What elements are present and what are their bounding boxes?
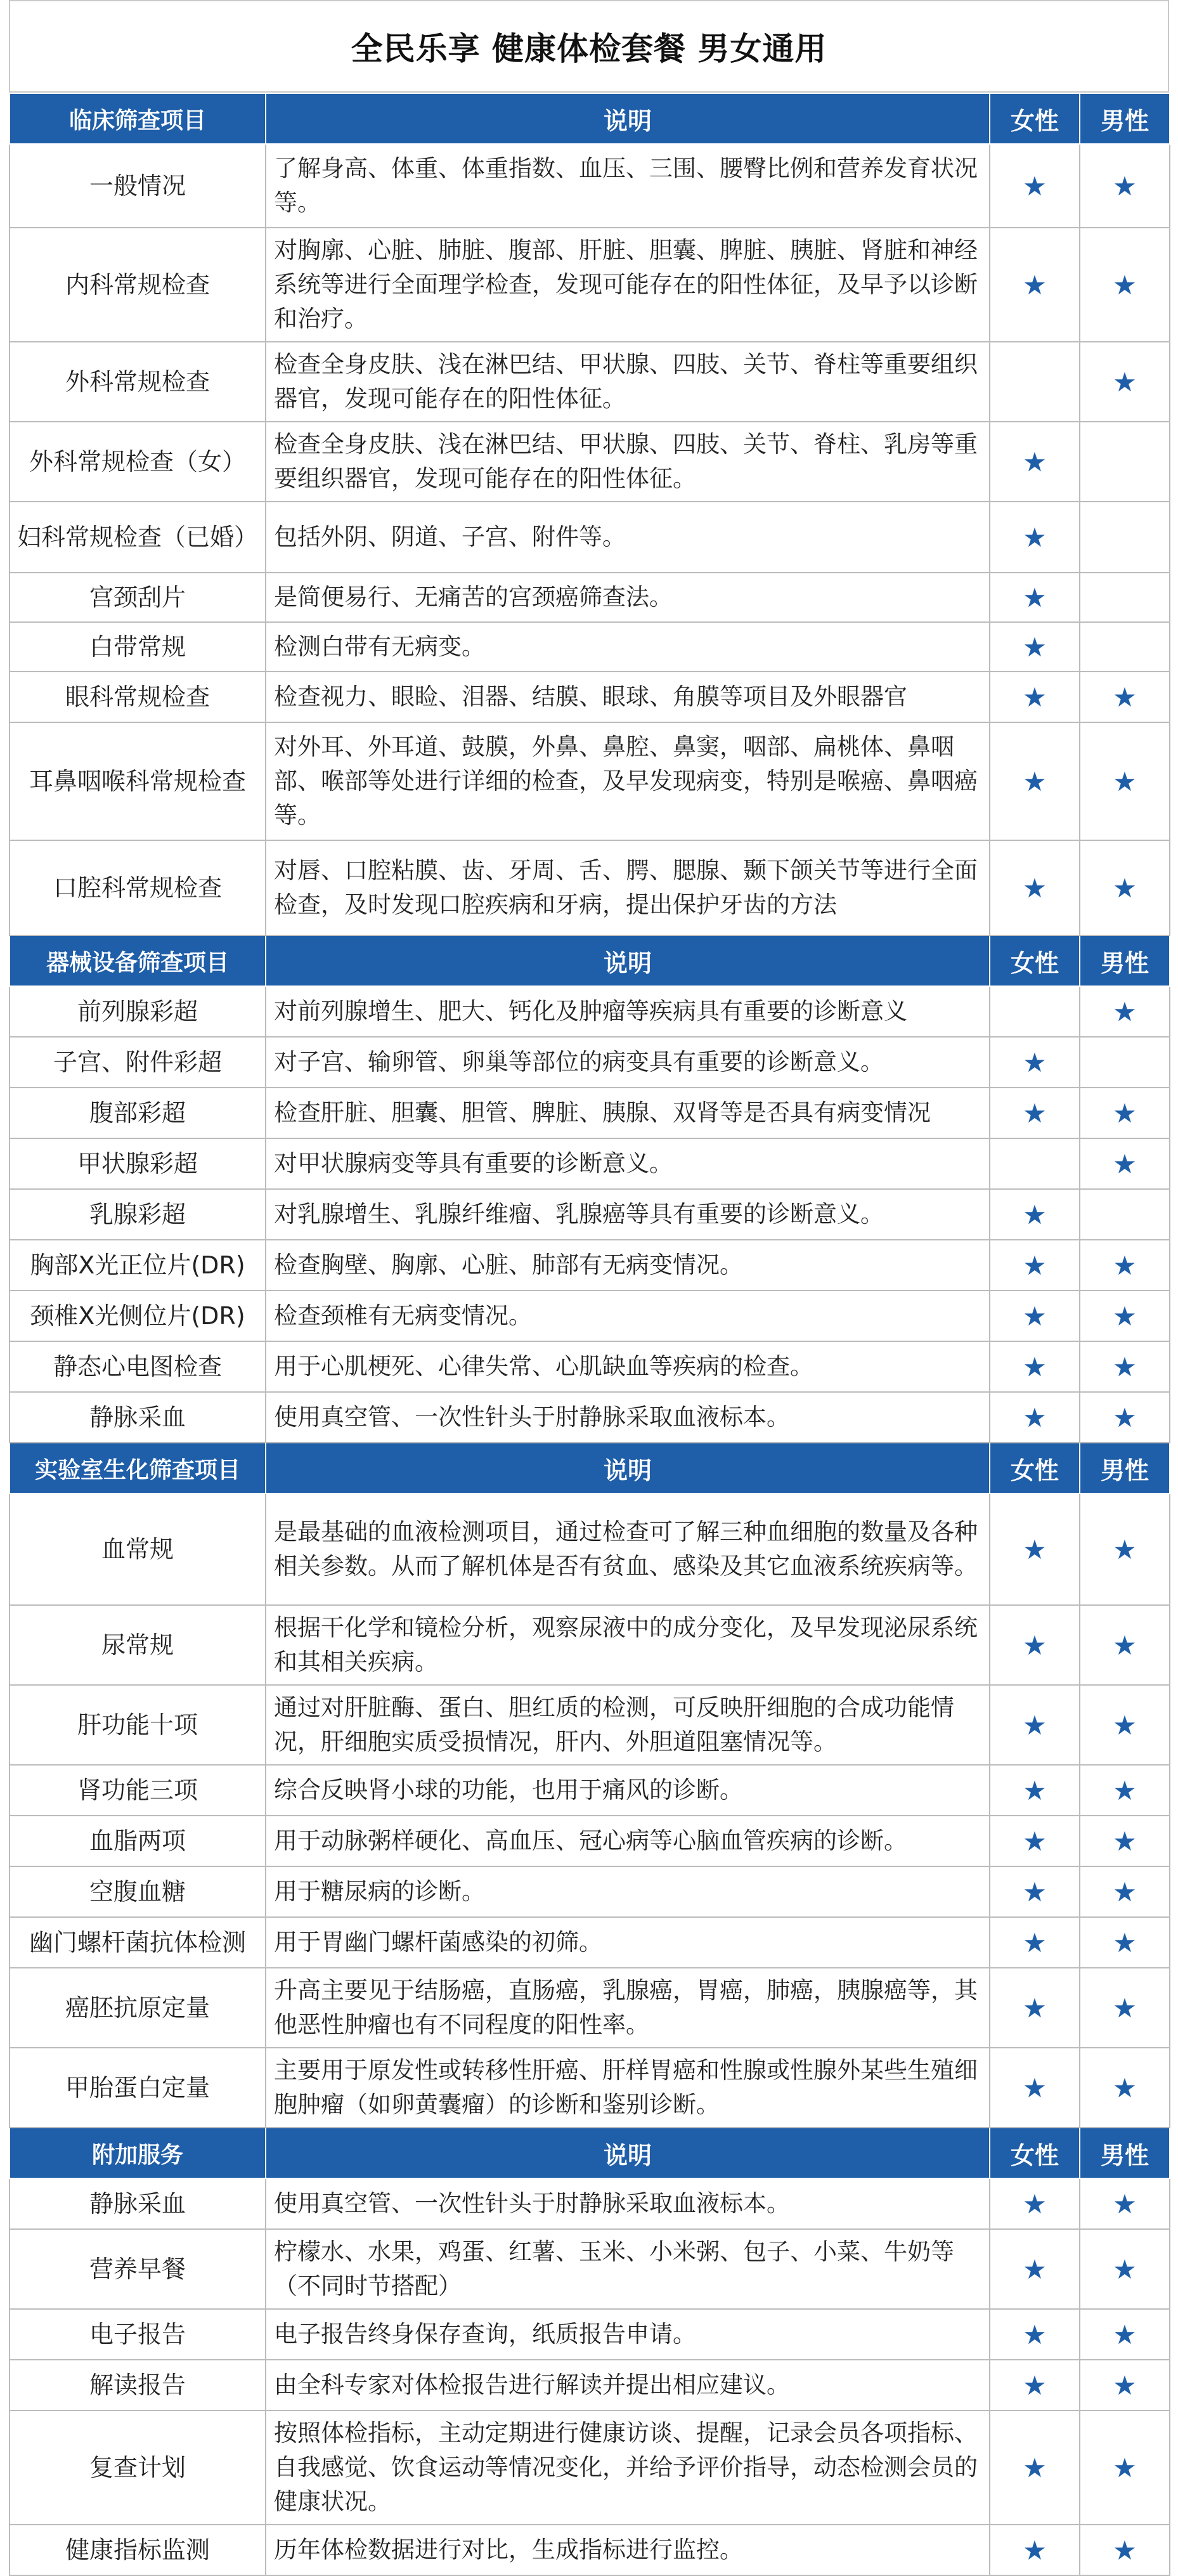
male-cell [1080, 1138, 1170, 1189]
item-description: 用于动脉粥样硬化、高血压、冠心病等心脑血管疾病的诊断。 [266, 1816, 990, 1866]
star-icon: ★ [1023, 2452, 1047, 2483]
star-icon: ★ [1023, 1533, 1047, 1565]
item-name: 静脉采血 [10, 2178, 266, 2229]
item-description: 检查胸壁、胸廓、心脏、肺部有无病变情况。 [266, 1240, 990, 1291]
item-name: 腹部彩超 [10, 1088, 266, 1138]
item-description: 检查视力、眼睑、泪器、结膜、眼球、角膜等项目及外眼器官 [266, 672, 990, 722]
female-cell [990, 986, 1080, 1037]
table-row [10, 342, 1170, 422]
star-icon: ★ [1023, 446, 1047, 478]
male-cell [1080, 342, 1170, 422]
female-cell [990, 1917, 1080, 1968]
star-icon: ★ [1113, 170, 1137, 202]
male-cell [1080, 2525, 1170, 2575]
star-icon: ★ [1023, 170, 1047, 202]
item-name: 妇科常规检查（已婚） [10, 502, 266, 573]
table-row [10, 1968, 1170, 2048]
female-cell [990, 622, 1080, 672]
female-cell [990, 1765, 1080, 1816]
table-row [10, 2525, 1170, 2575]
star-icon: ★ [1023, 1629, 1047, 1661]
star-icon: ★ [1023, 2534, 1047, 2566]
male-cell [1080, 573, 1170, 622]
male-cell [1080, 986, 1170, 1037]
item-description: 对唇、口腔粘膜、齿、牙周、舌、腭、腮腺、颞下颌关节等进行全面检查，及时发现口腔疾病和牙病，提出保护牙齿的方法 [266, 840, 990, 935]
item-name: 静态心电图检查 [10, 1341, 266, 1392]
star-icon: ★ [1113, 1249, 1137, 1281]
item-name: 幽门螺杆菌抗体检测 [10, 1917, 266, 1968]
star-icon: ★ [1113, 1351, 1137, 1382]
male-header: 男性 [1080, 1443, 1170, 1493]
male-cell [1080, 722, 1170, 840]
star-icon: ★ [1023, 1825, 1047, 1857]
male-cell [1080, 502, 1170, 573]
item-description: 对胸廓、心脏、肺脏、腹部、肝脏、胆囊、脾脏、胰脏、肾脏和神经系统等进行全面理学检查，发现可能存在的阳性体征，及早予以诊断和治疗。 [266, 228, 990, 342]
female-header: 女性 [990, 2128, 1080, 2178]
star-icon: ★ [1023, 2253, 1047, 2285]
item-name: 血常规 [10, 1493, 266, 1605]
star-icon: ★ [1113, 681, 1137, 713]
table-row [10, 1291, 1170, 1341]
star-icon: ★ [1023, 1300, 1047, 1332]
table-row [10, 1866, 1170, 1917]
item-description: 用于胃幽门螺杆菌感染的初筛。 [266, 1917, 990, 1968]
item-description: 检查全身皮肤、浅在淋巴结、甲状腺、四肢、关节、脊柱等重要组织器官，发现可能存在的阳性体征。 [266, 342, 990, 422]
star-icon: ★ [1023, 1992, 1047, 2024]
star-icon: ★ [1023, 1927, 1047, 1958]
female-header: 女性 [990, 1443, 1080, 1493]
male-cell [1080, 1493, 1170, 1605]
female-cell [990, 840, 1080, 935]
male-cell [1080, 840, 1170, 935]
star-icon: ★ [1023, 2369, 1047, 2401]
star-icon: ★ [1113, 1533, 1137, 1565]
table-row [10, 1605, 1170, 1685]
female-cell [990, 2229, 1080, 2309]
item-name: 耳鼻咽喉科常规检查 [10, 722, 266, 840]
male-cell [1080, 1341, 1170, 1392]
desc-header: 说明 [266, 2128, 990, 2178]
female-cell [990, 1037, 1080, 1088]
table-row [10, 2229, 1170, 2309]
male-cell [1080, 144, 1170, 228]
item-name: 乳腺彩超 [10, 1189, 266, 1240]
star-icon: ★ [1113, 1876, 1137, 1908]
table-row [10, 502, 1170, 573]
star-icon: ★ [1113, 765, 1137, 797]
item-description: 检查肝脏、胆囊、胆管、脾脏、胰腺、双肾等是否具有病变情况 [266, 1088, 990, 1138]
item-description: 对前列腺增生、肥大、钙化及肿瘤等疾病具有重要的诊断意义 [266, 986, 990, 1037]
item-description: 由全科专家对体检报告进行解读并提出相应建议。 [266, 2360, 990, 2410]
item-description: 检查全身皮肤、浅在淋巴结、甲状腺、四肢、关节、脊柱、乳房等重要组织器官，发现可能存在的阳性体征。 [266, 422, 990, 502]
item-name: 癌胚抗原定量 [10, 1968, 266, 2048]
male-cell [1080, 1866, 1170, 1917]
female-cell [990, 722, 1080, 840]
table-row [10, 1493, 1170, 1605]
female-cell [990, 2410, 1080, 2525]
female-cell [990, 1392, 1080, 1443]
item-description: 综合反映肾小球的功能，也用于痛风的诊断。 [266, 1765, 990, 1816]
male-header: 男性 [1080, 93, 1170, 144]
female-cell [990, 502, 1080, 573]
star-icon: ★ [1023, 1046, 1047, 1078]
section-header [10, 2128, 1170, 2178]
item-name: 一般情况 [10, 144, 266, 228]
male-cell [1080, 2048, 1170, 2128]
male-cell [1080, 2360, 1170, 2410]
item-description: 用于心肌梗死、心律失常、心肌缺血等疾病的检查。 [266, 1341, 990, 1392]
female-cell [990, 1866, 1080, 1917]
male-header: 男性 [1080, 2128, 1170, 2178]
star-icon: ★ [1023, 1097, 1047, 1129]
star-icon: ★ [1113, 1148, 1137, 1180]
item-description: 柠檬水、水果，鸡蛋、红薯、玉米、小米粥、包子、小菜、牛奶等（不同时节搭配） [266, 2229, 990, 2309]
item-name: 口腔科常规检查 [10, 840, 266, 935]
desc-header: 说明 [266, 93, 990, 144]
section-title: 临床筛查项目 [10, 93, 266, 144]
item-name: 前列腺彩超 [10, 986, 266, 1037]
item-name: 肾功能三项 [10, 1765, 266, 1816]
desc-header: 说明 [266, 935, 990, 986]
female-cell [990, 672, 1080, 722]
item-description: 对甲状腺病变等具有重要的诊断意义。 [266, 1138, 990, 1189]
item-name: 胸部X光正位片(DR) [10, 1240, 266, 1291]
female-cell [990, 1685, 1080, 1765]
male-cell [1080, 422, 1170, 502]
star-icon: ★ [1113, 2072, 1137, 2104]
section-header [10, 93, 1170, 144]
male-cell [1080, 1685, 1170, 1765]
female-cell [990, 1138, 1080, 1189]
table-row [10, 840, 1170, 935]
male-cell [1080, 2410, 1170, 2525]
item-description: 是最基础的血液检测项目，通过检查可了解三种血细胞的数量及各种相关参数。从而了解机体是否有贫血、感染及其它血液系统疾病等。 [266, 1493, 990, 1605]
female-cell [990, 228, 1080, 342]
star-icon: ★ [1113, 2369, 1137, 2401]
male-cell [1080, 2178, 1170, 2229]
male-cell [1080, 1037, 1170, 1088]
item-description: 历年体检数据进行对比，生成指标进行监控。 [266, 2525, 990, 2575]
item-name: 外科常规检查（女） [10, 422, 266, 502]
male-cell [1080, 1968, 1170, 2048]
star-icon: ★ [1113, 1825, 1137, 1857]
item-description: 是简便易行、无痛苦的宫颈癌筛查法。 [266, 573, 990, 622]
star-icon: ★ [1023, 1402, 1047, 1433]
table-row [10, 1917, 1170, 1968]
star-icon: ★ [1023, 1774, 1047, 1806]
star-icon: ★ [1023, 1709, 1047, 1741]
star-icon: ★ [1023, 2072, 1047, 2104]
item-name: 解读报告 [10, 2360, 266, 2410]
item-description: 升高主要见于结肠癌，直肠癌，乳腺癌，胃癌，肺癌，胰腺癌等，其他恶性肿瘤也有不同程度的阳性率。 [266, 1968, 990, 2048]
table-row [10, 1138, 1170, 1189]
star-icon: ★ [1023, 2319, 1047, 2350]
star-icon: ★ [1113, 1992, 1137, 2024]
star-icon: ★ [1023, 765, 1047, 797]
star-icon: ★ [1023, 269, 1047, 301]
item-name: 宫颈刮片 [10, 573, 266, 622]
section-title: 实验室生化筛查项目 [10, 1443, 266, 1493]
male-cell [1080, 1816, 1170, 1866]
item-name: 颈椎X光侧位片(DR) [10, 1291, 266, 1341]
star-icon: ★ [1113, 1300, 1137, 1332]
female-cell [990, 1189, 1080, 1240]
female-cell [990, 2525, 1080, 2575]
item-name: 血脂两项 [10, 1816, 266, 1866]
female-cell [990, 1291, 1080, 1341]
male-cell [1080, 2309, 1170, 2360]
table-row [10, 144, 1170, 228]
star-icon: ★ [1023, 681, 1047, 713]
item-description: 对乳腺增生、乳腺纤维瘤、乳腺癌等具有重要的诊断意义。 [266, 1189, 990, 1240]
male-cell [1080, 1240, 1170, 1291]
star-icon: ★ [1023, 521, 1047, 553]
item-description: 通过对肝脏酶、蛋白、胆红质的检测，可反映肝细胞的合成功能情况，肝细胞实质受损情况，肝内、外胆道阻塞情况等。 [266, 1685, 990, 1765]
table-row [10, 1240, 1170, 1291]
star-icon: ★ [1113, 366, 1137, 398]
star-icon: ★ [1113, 1097, 1137, 1129]
item-name: 营养早餐 [10, 2229, 266, 2309]
star-icon: ★ [1113, 872, 1137, 904]
table-row [10, 228, 1170, 342]
table-row [10, 1392, 1170, 1443]
female-cell [990, 573, 1080, 622]
female-cell [990, 2360, 1080, 2410]
item-name: 电子报告 [10, 2309, 266, 2360]
male-cell [1080, 1088, 1170, 1138]
male-cell [1080, 2229, 1170, 2309]
table-row [10, 1816, 1170, 1866]
item-description: 对外耳、外耳道、鼓膜，外鼻、鼻腔、鼻窦，咽部、扁桃体、鼻咽部、喉部等处进行详细的检查，及早发现病变，特别是喉癌、鼻咽癌等。 [266, 722, 990, 840]
star-icon: ★ [1113, 269, 1137, 301]
female-cell [990, 144, 1080, 228]
item-description: 电子报告终身保存查询，纸质报告申请。 [266, 2309, 990, 2360]
female-cell [990, 422, 1080, 502]
page-title: 全民乐享 健康体检套餐 男女通用 [9, 0, 1169, 93]
female-cell [990, 2178, 1080, 2229]
star-icon: ★ [1113, 2452, 1137, 2483]
star-icon: ★ [1113, 2319, 1137, 2350]
table-row [10, 1189, 1170, 1240]
table-row [10, 422, 1170, 502]
table-row [10, 2178, 1170, 2229]
female-cell [990, 1816, 1080, 1866]
item-name: 眼科常规检查 [10, 672, 266, 722]
table-row [10, 1037, 1170, 1088]
item-description: 对子宫、输卵管、卵巢等部位的病变具有重要的诊断意义。 [266, 1037, 990, 1088]
table-row [10, 1765, 1170, 1816]
female-cell [990, 2309, 1080, 2360]
item-name: 空腹血糖 [10, 1866, 266, 1917]
male-cell [1080, 1605, 1170, 1685]
star-icon: ★ [1023, 1876, 1047, 1908]
item-name: 健康指标监测 [10, 2525, 266, 2575]
star-icon: ★ [1023, 872, 1047, 904]
section-header [10, 1443, 1170, 1493]
star-icon: ★ [1023, 631, 1047, 663]
item-description: 根据干化学和镜检分析，观察尿液中的成分变化，及早发现泌尿系统和其相关疾病。 [266, 1605, 990, 1685]
female-cell [990, 1240, 1080, 1291]
item-name: 内科常规检查 [10, 228, 266, 342]
star-icon: ★ [1023, 1199, 1047, 1230]
desc-header: 说明 [266, 1443, 990, 1493]
female-cell [990, 1968, 1080, 2048]
item-name: 尿常规 [10, 1605, 266, 1685]
item-name: 白带常规 [10, 622, 266, 672]
male-header: 男性 [1080, 935, 1170, 986]
table-row [10, 2410, 1170, 2525]
table-row [10, 672, 1170, 722]
table-row [10, 2360, 1170, 2410]
female-cell [990, 1493, 1080, 1605]
star-icon: ★ [1113, 1774, 1137, 1806]
female-cell [990, 1605, 1080, 1685]
star-icon: ★ [1023, 582, 1047, 613]
male-cell [1080, 622, 1170, 672]
section-title: 器械设备筛查项目 [10, 935, 266, 986]
star-icon: ★ [1113, 1927, 1137, 1958]
table-row [10, 1685, 1170, 1765]
table-row [10, 722, 1170, 840]
table-row [10, 573, 1170, 622]
item-name: 复查计划 [10, 2410, 266, 2525]
table-row [10, 1341, 1170, 1392]
male-cell [1080, 1392, 1170, 1443]
item-description: 了解身高、体重、体重指数、血压、三围、腰臀比例和营养发育状况等。 [266, 144, 990, 228]
item-description: 主要用于原发性或转移性肝癌、肝样胃癌和性腺或性腺外某些生殖细胞肿瘤（如卵黄囊瘤）的诊断和鉴别诊断。 [266, 2048, 990, 2128]
female-cell [990, 1341, 1080, 1392]
section-header [10, 935, 1170, 986]
star-icon: ★ [1113, 2253, 1137, 2285]
section-title: 附加服务 [10, 2128, 266, 2178]
male-cell [1080, 1189, 1170, 1240]
star-icon: ★ [1023, 1249, 1047, 1281]
table-row [10, 2048, 1170, 2128]
item-description: 使用真空管、一次性针头于肘静脉采取血液标本。 [266, 2178, 990, 2229]
item-name: 静脉采血 [10, 1392, 266, 1443]
item-name: 外科常规检查 [10, 342, 266, 422]
star-icon: ★ [1023, 1351, 1047, 1382]
item-name: 甲状腺彩超 [10, 1138, 266, 1189]
table-row [10, 1088, 1170, 1138]
table-row [10, 986, 1170, 1037]
male-cell [1080, 1765, 1170, 1816]
star-icon: ★ [1113, 2534, 1137, 2566]
female-cell [990, 2048, 1080, 2128]
item-name: 子宫、附件彩超 [10, 1037, 266, 1088]
table-row [10, 622, 1170, 672]
item-description: 检查颈椎有无病变情况。 [266, 1291, 990, 1341]
table-row [10, 2309, 1170, 2360]
star-icon: ★ [1113, 1629, 1137, 1661]
female-cell [990, 1088, 1080, 1138]
star-icon: ★ [1113, 2188, 1137, 2220]
item-description: 使用真空管、一次性针头于肘静脉采取血液标本。 [266, 1392, 990, 1443]
item-description: 检测白带有无病变。 [266, 622, 990, 672]
star-icon: ★ [1113, 1402, 1137, 1433]
checkup-table [9, 93, 1170, 2576]
item-description: 用于糖尿病的诊断。 [266, 1866, 990, 1917]
item-name: 肝功能十项 [10, 1685, 266, 1765]
item-name: 甲胎蛋白定量 [10, 2048, 266, 2128]
male-cell [1080, 1291, 1170, 1341]
female-header: 女性 [990, 93, 1080, 144]
item-description: 按照体检指标，主动定期进行健康访谈、提醒，记录会员各项指标、自我感觉、饮食运动等情况变化，并给予评价指导，动态检测会员的健康状况。 [266, 2410, 990, 2525]
star-icon: ★ [1023, 2188, 1047, 2220]
male-cell [1080, 1917, 1170, 1968]
male-cell [1080, 228, 1170, 342]
female-header: 女性 [990, 935, 1080, 986]
item-description: 包括外阴、阴道、子宫、附件等。 [266, 502, 990, 573]
male-cell [1080, 672, 1170, 722]
star-icon: ★ [1113, 1709, 1137, 1741]
star-icon: ★ [1113, 996, 1137, 1027]
female-cell [990, 342, 1080, 422]
